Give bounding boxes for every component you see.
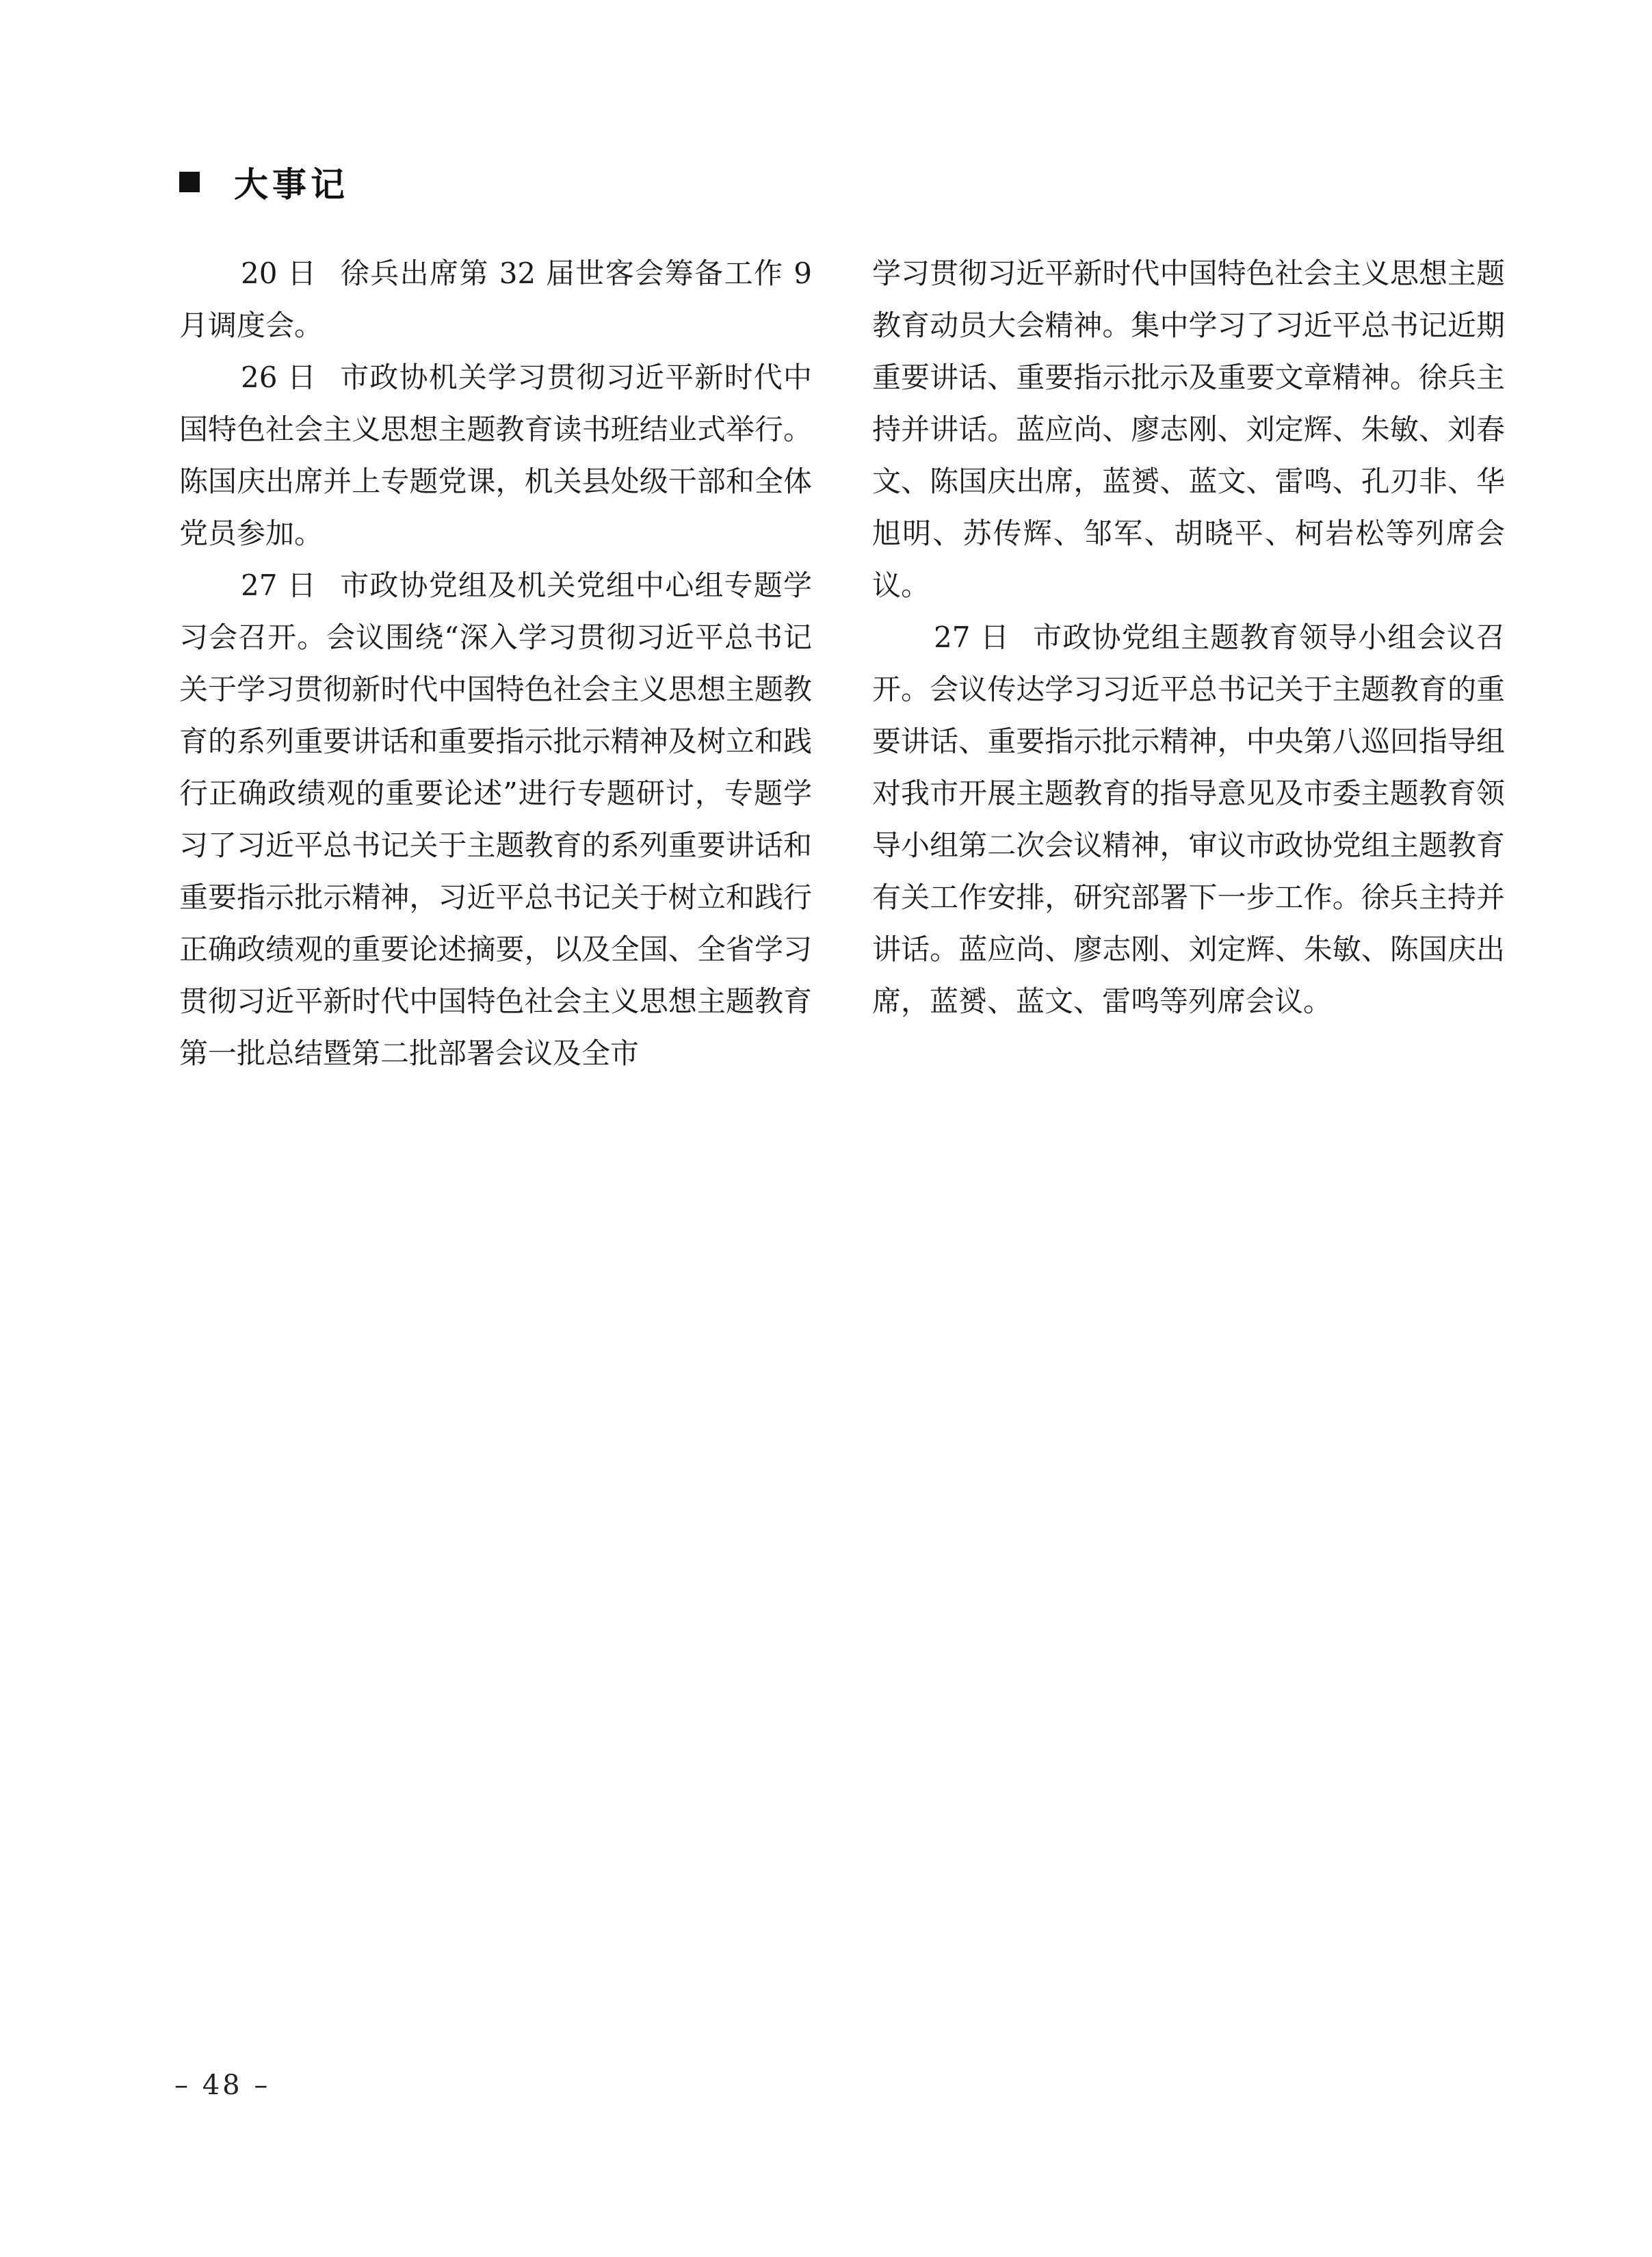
entry-paragraph [179,248,812,352]
page-number: – 48 – [174,2070,271,2101]
entry-date: 27 日 [241,569,317,602]
left-column [179,248,812,1080]
entry-paragraph [179,352,812,560]
section-header [179,155,349,209]
entry-paragraph [179,560,812,1080]
section-title: 大事记 [234,165,349,205]
entry-text: 市政协机关学习贯彻习近平新时代中国特色社会主义思想主题教育读书班结业式举行。陈国庆出席并上专题党课，机关县处级干部和全体党员参加。 [179,361,812,550]
entry-text: 徐兵出席第 32 届世客会筹备工作 9 月调度会。 [179,257,813,342]
entry-date: 20 日 [241,257,317,290]
right-column [872,248,1505,1028]
entry-date: 26 日 [241,361,317,394]
continued-paragraph: 学习贯彻习近平新时代中国特色社会主义思想主题教育动员大会精神。集中学习了习近平总书记近期重要讲话、重要指示批示及重要文章精神。徐兵主持并讲话。蓝应尚、廖志刚、刘定辉、朱敏、刘春文、陈国庆出席，蓝赟、蓝文、雷鸣、孔刃非、华旭明、苏传辉、邹军、胡晓平、柯岩松等列席会议。 [872,257,1505,602]
square-bullet-icon [179,172,200,192]
entry-paragraph [872,612,1505,1028]
entry-text: 市政协党组主题教育领导小组会议召开。会议传达学习习近平总书记关于主题教育的重要讲话、重要指示批示精神，中央第八巡回指导组对我市开展主题教育的指导意见及市委主题教育领导小组第二次会议精神，审议市政协党组主题教育有关工作安排，研究部署下一步工作。徐兵主持并讲话。蓝应尚、廖志刚、刘定辉、朱敏、陈国庆出席，蓝赟、蓝文、雷鸣等列席会议。 [872,621,1505,1018]
entry-date: 27 日 [934,621,1010,654]
entry-text: 市政协党组及机关党组中心组专题学习会召开。会议围绕“深入学习贯彻习近平总书记关于学习贯彻新时代中国特色社会主义思想主题教育的系列重要讲话和重要指示批示精神及树立和践行正确政绩观的重要论述”进行专题研讨，专题学习了习近平总书记关于主题教育的系列重要讲话和重要指示批示精神，习近平总书记关于树立和践行正确政绩观的重要论述摘要，以及全国、全省学习贯彻习近平新时代中国特色社会主义思想主题教育第一批总结暨第二批部署会议及全市 [179,569,812,1070]
